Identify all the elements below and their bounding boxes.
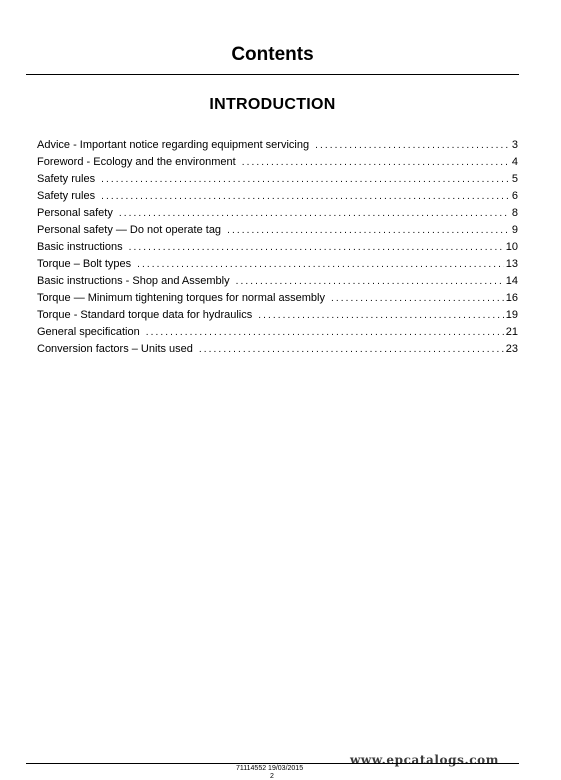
toc-entry[interactable] (37, 324, 518, 341)
toc-entry[interactable] (37, 205, 518, 222)
toc-entry-page: 19 (505, 309, 518, 321)
toc-entry-label: Basic instructions (37, 241, 123, 253)
toc-entry[interactable] (37, 307, 518, 324)
toc-dot-leader (101, 171, 510, 188)
toc-entry-label: Personal safety (37, 207, 113, 219)
toc-entry-page: 5 (511, 173, 518, 185)
document-reference: 71114552 19/03/2015 (236, 765, 304, 772)
toc-entry[interactable] (37, 137, 518, 154)
toc-entry-page: 3 (511, 139, 518, 151)
toc-dot-leader (199, 341, 504, 358)
toc-dot-leader (227, 222, 510, 239)
toc-dot-leader (242, 154, 510, 171)
toc-entry[interactable] (37, 188, 518, 205)
toc-entry[interactable] (37, 239, 518, 256)
toc-entry[interactable] (37, 273, 518, 290)
toc-dot-leader (119, 205, 510, 222)
toc-entry[interactable] (37, 256, 518, 273)
toc-entry-label: Safety rules (37, 173, 96, 185)
toc-entry-page: 13 (505, 258, 518, 270)
toc-entry[interactable] (37, 222, 518, 239)
toc-entry-page: 14 (505, 275, 518, 287)
toc-entry[interactable] (37, 290, 518, 307)
toc-entry-label: General specification (37, 326, 140, 338)
toc-dot-leader (331, 290, 504, 307)
toc-entry-label: Torque — Minimum tightening torques for normal assembly (37, 292, 325, 304)
toc-entry-page: 9 (511, 224, 518, 236)
toc-entry-page: 4 (511, 156, 518, 168)
toc-dot-leader (146, 324, 504, 341)
toc-entry[interactable] (37, 154, 518, 171)
toc-dot-leader (315, 137, 510, 154)
toc-entry-label: Basic instructions - Shop and Assembly (37, 275, 230, 287)
toc-entry-page: 23 (505, 343, 518, 355)
toc-dot-leader (101, 188, 510, 205)
table-of-contents (37, 137, 518, 358)
toc-entry-label: Foreword - Ecology and the environment (37, 156, 236, 168)
page-number: 2 (270, 773, 274, 780)
toc-dot-leader (137, 256, 504, 273)
section-title: INTRODUCTION (209, 96, 336, 113)
toc-dot-leader (236, 273, 504, 290)
toc-entry-page: 6 (511, 190, 518, 202)
toc-dot-leader (258, 307, 504, 324)
watermark: www.epcatalogs.com (350, 753, 500, 767)
toc-entry-label: Safety rules (37, 190, 96, 202)
toc-entry-label: Torque – Bolt types (37, 258, 132, 270)
toc-entry-page: 21 (505, 326, 518, 338)
toc-entry-label: Advice - Important notice regarding equipment servicing (37, 139, 310, 151)
toc-entry-page: 10 (505, 241, 518, 253)
toc-entry[interactable] (37, 341, 518, 358)
toc-entry-page: 8 (511, 207, 518, 219)
toc-entry[interactable] (37, 171, 518, 188)
page-title: Contents (231, 44, 314, 65)
title-divider (26, 74, 519, 75)
toc-entry-label: Torque - Standard torque data for hydraulics (37, 309, 253, 321)
toc-entry-page: 16 (505, 292, 518, 304)
toc-entry-label: Conversion factors – Units used (37, 343, 193, 355)
toc-dot-leader (129, 239, 504, 256)
toc-entry-label: Personal safety — Do not operate tag (37, 224, 222, 236)
